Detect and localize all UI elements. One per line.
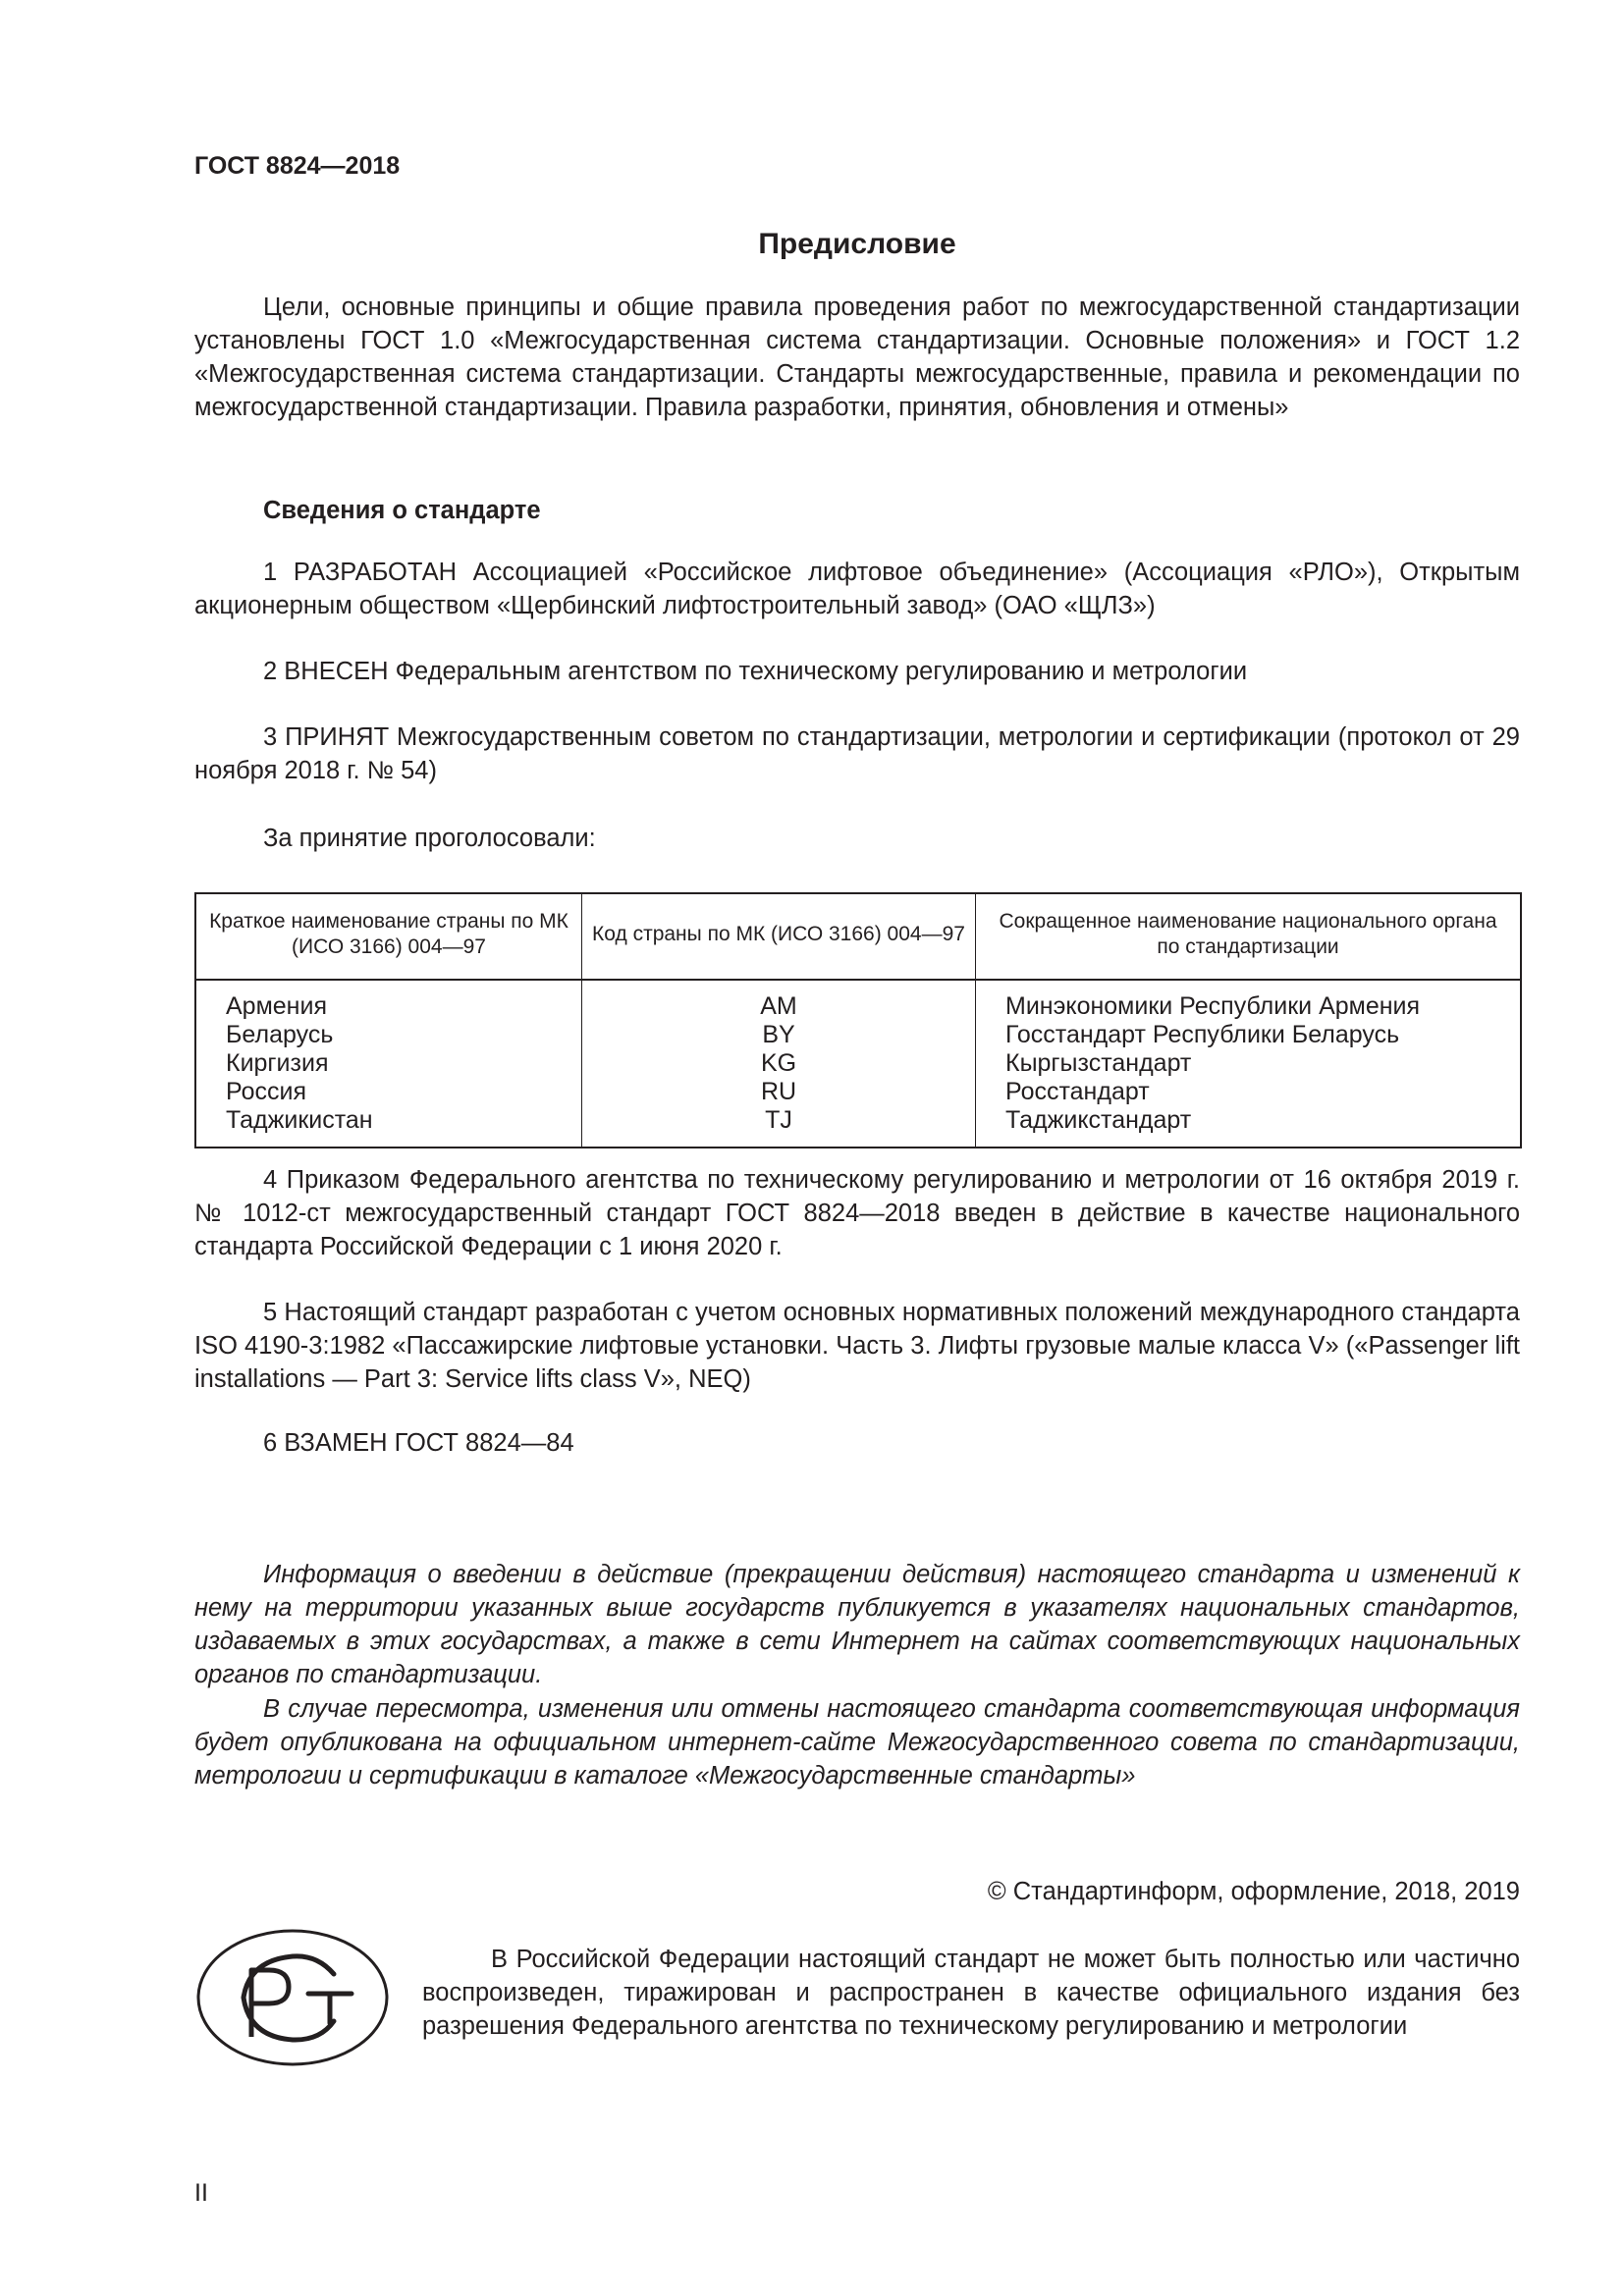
- country-code: RU: [760, 1078, 797, 1105]
- rst-logo-icon: [194, 1927, 391, 2069]
- vote-label: За принятие проголосовали:: [263, 825, 596, 852]
- country-name: Россия: [226, 1078, 306, 1105]
- country-code: BY: [762, 1021, 795, 1048]
- country-code: AM: [760, 992, 797, 1020]
- table-header-country: Краткое наименование страны по МК (ИСО 3166) 004—97: [195, 893, 582, 980]
- standards-body: Госстандарт Республики Беларусь: [1005, 1021, 1400, 1048]
- item-6-paragraph: 6 ВЗАМЕН ГОСТ 8824—84: [263, 1429, 574, 1457]
- standards-body: Таджикстандарт: [1005, 1106, 1192, 1134]
- table-header-code: Код страны по МК (ИСО 3166) 004—97: [582, 893, 976, 980]
- page-number: II: [194, 2179, 208, 2207]
- item-1-paragraph: 1 РАЗРАБОТАН Ассоциацией «Российское лифтовое объединение» (Ассоциация «РЛО»), Открытым акционерным обществом «Щербинский лифтостроительный завод» (ОАО «ЩЛЗ»): [194, 559, 1520, 619]
- body-column: [976, 980, 1522, 1148]
- section-subtitle: Сведения о стандарте: [263, 497, 541, 524]
- code-column: [582, 980, 976, 1148]
- country-code: TJ: [765, 1106, 792, 1134]
- table-header-body: Сокращенное наименование национального органа по стандартизации: [976, 893, 1522, 980]
- item-4-paragraph: 4 Приказом Федерального агентства по техническому регулированию и метрологии от 16 октября 2019 г. № 1012-ст межгосударственный стандарт ГОСТ 8824—2018 введен в действие в качестве национального стандарта Российской Федерации с 1 июня 2020 г.: [194, 1166, 1520, 1260]
- country-column: [195, 980, 582, 1148]
- standards-body: Росстандарт: [1005, 1078, 1150, 1105]
- country-name: Киргизия: [226, 1049, 329, 1077]
- table-body-row: [195, 980, 1521, 1148]
- intro-paragraph: Цели, основные принципы и общие правила проведения работ по межгосударственной стандартизации установлены ГОСТ 1.0 «Межгосударственная система стандартизации. Основные положения» и ГОСТ 1.2 «Межгосударственная система стандартизации. Стандарты межгосударственные, правила и рекомендации по межгосударственной стандартизации. Правила разработки, принятия, обновления и отмены»: [194, 294, 1520, 421]
- item-3-paragraph: 3 ПРИНЯТ Межгосударственным советом по стандартизации, метрологии и сертификации (протокол от 29 ноября 2018 г. № 54): [194, 723, 1520, 784]
- country-name: Беларусь: [226, 1021, 334, 1048]
- standards-body: Минэкономики Республики Армения: [1005, 992, 1421, 1020]
- standards-body: Кыргызстандарт: [1005, 1049, 1192, 1077]
- info-paragraph-2: В случае пересмотра, изменения или отмены настоящего стандарта соответствующая информация будет опубликована на официальном интернет-сайте Межгосударственного совета по стандартизации, метрологии и сертификации в каталоге «Межгосударственные стандарты»: [194, 1695, 1520, 1789]
- country-code: KG: [760, 1049, 797, 1077]
- info-paragraph-1: Информация о введении в действие (прекращении действия) настоящего стандарта и изменений к нему на территории указанных выше государств публикуется в указателях национальных стандартов, издаваемых в этих государствах, а также в сети Интернет на сайтах соответствующих национальных органов по стандартизации.: [194, 1561, 1520, 1688]
- country-name: Таджикистан: [226, 1106, 373, 1134]
- page-title: Предисловие: [758, 228, 956, 260]
- copyright-line: © Стандартинформ, оформление, 2018, 2019: [987, 1878, 1520, 1905]
- table-header-row: [195, 893, 1521, 980]
- country-name: Армения: [226, 992, 327, 1020]
- item-2-paragraph: 2 ВНЕСЕН Федеральным агентством по техническому регулированию и метрологии: [263, 658, 1248, 685]
- copyright-notice: В Российской Федерации настоящий стандарт не может быть полностью или частично воспроизведен, тиражирован и распространен в качестве официального издания без разрешения Федерального агентства по техническому регулированию и метрологии: [422, 1946, 1520, 2040]
- voting-table: [194, 892, 1522, 1148]
- item-5-paragraph: 5 Настоящий стандарт разработан с учетом основных нормативных положений международного стандарта ISO 4190-3:1982 «Пассажирские лифтовые установки. Часть 3. Лифты грузовые малые класса V» («Passenger lift installations — Part 3: Service lifts class V», NEQ): [194, 1299, 1520, 1393]
- document-code: ГОСТ 8824—2018: [194, 152, 401, 180]
